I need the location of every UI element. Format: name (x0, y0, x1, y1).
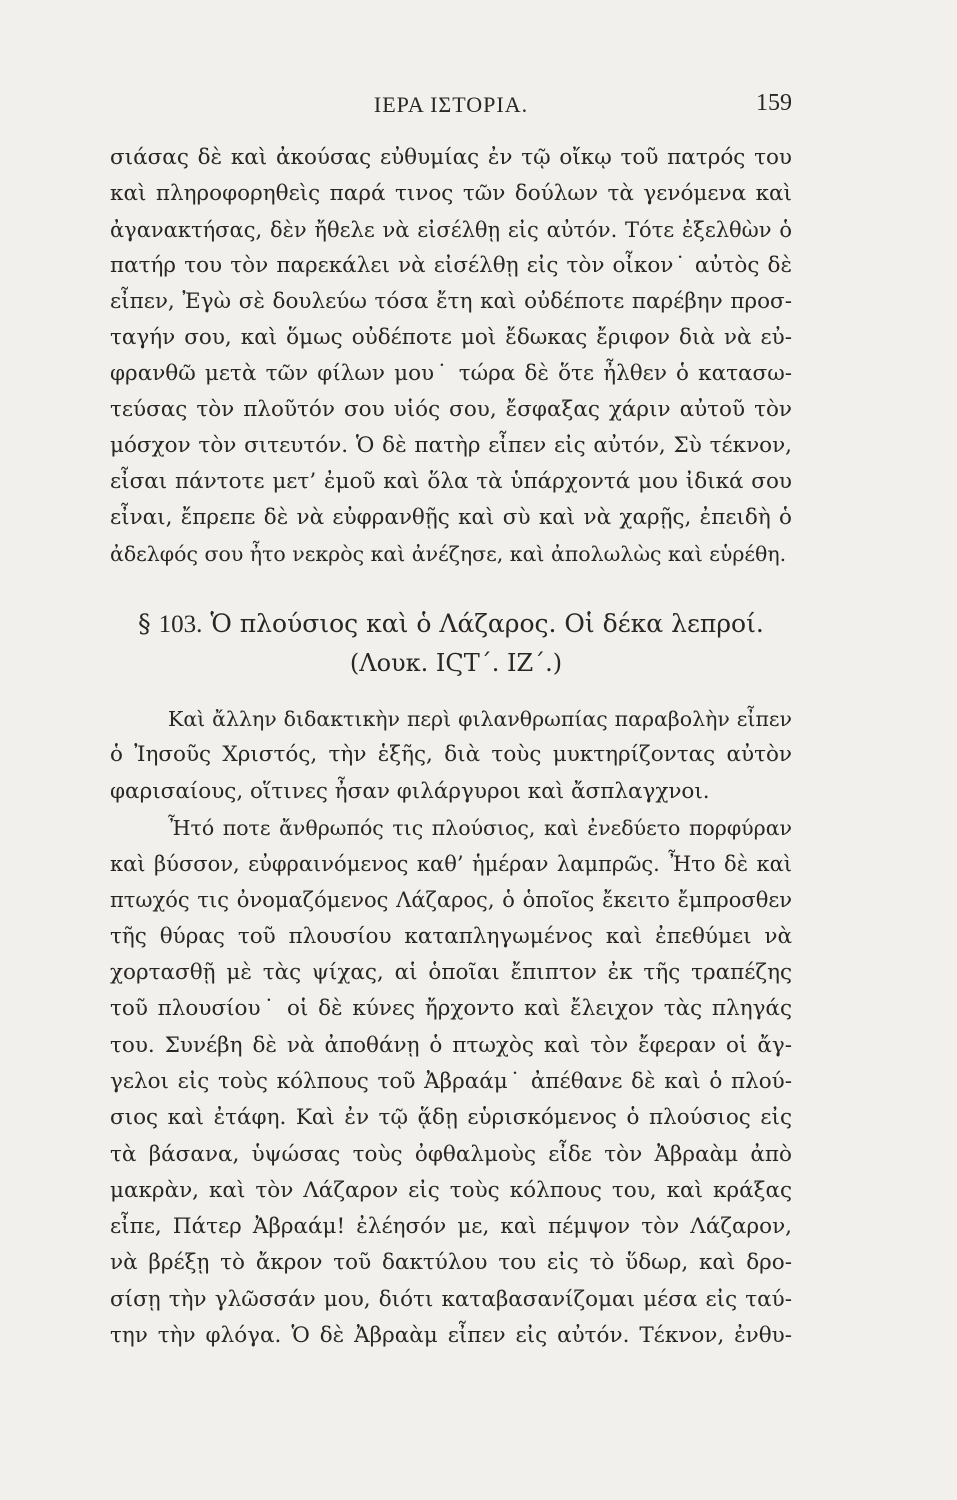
text-line: σιος καὶ ἐτάφη. Καὶ ἐν τῷ ᾅδῃ εὑρισκόμενος ὁ πλούσιος εἰς (110, 1105, 792, 1131)
section-number: 103. (158, 611, 203, 638)
section-body (110, 701, 792, 1354)
text-line: φαρισαίους, οἵτινες ἦσαν φιλάργυροι καὶ ἄσπλαγχνοι. (110, 778, 710, 804)
text-line: την τὴν φλόγα. Ὁ δὲ Ἀβραὰμ εἶπεν εἰς αὐτόν. Τέκνον, ἐνθυ- (110, 1323, 792, 1349)
text-line: σιάσας δὲ καὶ ἀκούσας εὐθυμίας ἐν τῷ οἴκῳ τοῦ πατρός του (110, 145, 792, 170)
text-line: καὶ πληροφορηθεὶς παρά τινος τῶν δούλων τὰ γενόμενα καὶ (110, 181, 792, 206)
text-line: τῆς θύρας τοῦ πλουσίου καταπληγωμένος καὶ ἐπεθύμει νὰ (110, 923, 792, 949)
text-line: εἶπε, Πάτερ Ἀβραάμ! ἐλέησόν με, καὶ πέμψον τὸν Λάζαρον, (110, 1214, 792, 1240)
text-line: εἶναι, ἔπρεπε δὲ νὰ εὐφρανθῇς καὶ σὺ καὶ νὰ χαρῇς, ἐπειδὴ ὁ (110, 505, 792, 530)
text-line: πατήρ του τὸν παρεκάλει νὰ εἰσέλθῃ εἰς τὸν οἶκον˙ αὐτὸς δὲ (110, 253, 792, 278)
text-line: καὶ βύσσον, εὐφραινόμενος καθ’ ἡμέραν λαμπρῶς. Ἦτο δὲ καὶ (110, 852, 792, 877)
text-line: ὁ Ἰησοῦς Χριστός, τὴν ἑξῆς, διὰ τοὺς μυκτηρίζοντας αὐτὸν (110, 742, 792, 768)
section-heading (110, 604, 792, 681)
text-line: εἶσαι πάντοτε μετ’ ἐμοῦ καὶ ὅλα τὰ ὑπάρχοντά μου ἰδικά σου (110, 469, 792, 494)
running-head-title: ΙΕΡΑ ΙΣΤΟΡΙΑ. (373, 92, 529, 117)
text-line: σίσῃ τὴν γλῶσσάν μου, διότι καταβασανίζομαι μέσα εἰς ταύ- (110, 1286, 792, 1312)
section-symbol: § (138, 609, 151, 638)
text-line: νὰ βρέξῃ τὸ ἄκρον τοῦ δακτύλου του εἰς τὸ ὕδωρ, καὶ δρο- (110, 1250, 792, 1276)
section-reference: (Λουκ. ΙϚΤ΄. ΙΖ΄.) (349, 649, 563, 677)
text-line: φρανθῶ μετὰ τῶν φίλων μου˙ τώρα δὲ ὅτε ἦλθεν ὁ κατασω- (110, 361, 792, 386)
paragraph-continued (110, 140, 792, 572)
text-line: του. Συνέβη δὲ νὰ ἀποθάνῃ ὁ πτωχὸς καὶ τὸν ἔφεραν οἱ ἄγ- (110, 1032, 792, 1058)
text-line: ταγήν σου, καὶ ὅμως οὐδέποτε μοὶ ἔδωκας ἔριφον διὰ νὰ εὐ- (110, 325, 792, 350)
running-head (110, 92, 792, 124)
text-line: μακρὰν, καὶ τὸν Λάζαρον εἰς τοὺς κόλπους του, καὶ κράξας (110, 1177, 792, 1203)
text-line: ἀδελφός σου ἦτο νεκρὸς καὶ ἀνέζησε, καὶ ἀπολωλὼς καὶ εὑρέθη. (110, 542, 787, 566)
text-line: μόσχον τὸν σιτευτόν. Ὁ δὲ πατὴρ εἶπεν εἰς αὐτόν, Σὺ τέκνον, (110, 433, 792, 458)
section-title: Ὁ πλούσιος καὶ ὁ Λάζαρος. Οἱ δέκα λεπροί. (210, 609, 764, 638)
text-line: ἀγανακτήσας, δὲν ἤθελε νὰ εἰσέλθῃ εἰς αὐτόν. Τότε ἐξελθὼν ὁ (110, 218, 792, 242)
text-line: Ἦτό ποτε ἄνθρωπός τις πλούσιος, καὶ ἐνεδύετο πορφύραν (168, 815, 792, 840)
text-line: τεύσας τὸν πλοῦτόν σου υἱός σου, ἔσφαξας χάριν αὐτοῦ τὸν (110, 397, 792, 422)
text-line: εἶπεν, Ἐγὼ σὲ δουλεύω τόσα ἔτη καὶ οὐδέποτε παρέβην προσ- (110, 289, 792, 314)
text-line: τὰ βάσανα, ὑψώσας τοὺς ὀφθαλμοὺς εἶδε τὸν Ἀβραὰμ ἀπὸ (110, 1141, 792, 1167)
page-number: 159 (756, 90, 792, 116)
text-line: τοῦ πλουσίου˙ οἱ δὲ κύνες ἤρχοντο καὶ ἔλειχον τὰς πληγάς (110, 996, 792, 1022)
text-line: Καὶ ἄλλην διδακτικὴν περὶ φιλανθρωπίας παραβολὴν εἶπεν (168, 707, 792, 731)
text-line: γελοι εἰς τοὺς κόλπους τοῦ Ἀβραάμ˙ ἀπέθανε δὲ καὶ ὁ πλού- (110, 1068, 792, 1094)
section-title-line (110, 604, 792, 645)
text-line: χορτασθῇ μὲ τὰς ψίχας, αἱ ὁποῖαι ἔπιπτον ἐκ τῆς τραπέζης (110, 960, 792, 986)
text-line: πτωχός τις ὀνομαζόμενος Λάζαρος, ὁ ὁποῖος ἔκειτο ἔμπροσθεν (110, 888, 792, 913)
